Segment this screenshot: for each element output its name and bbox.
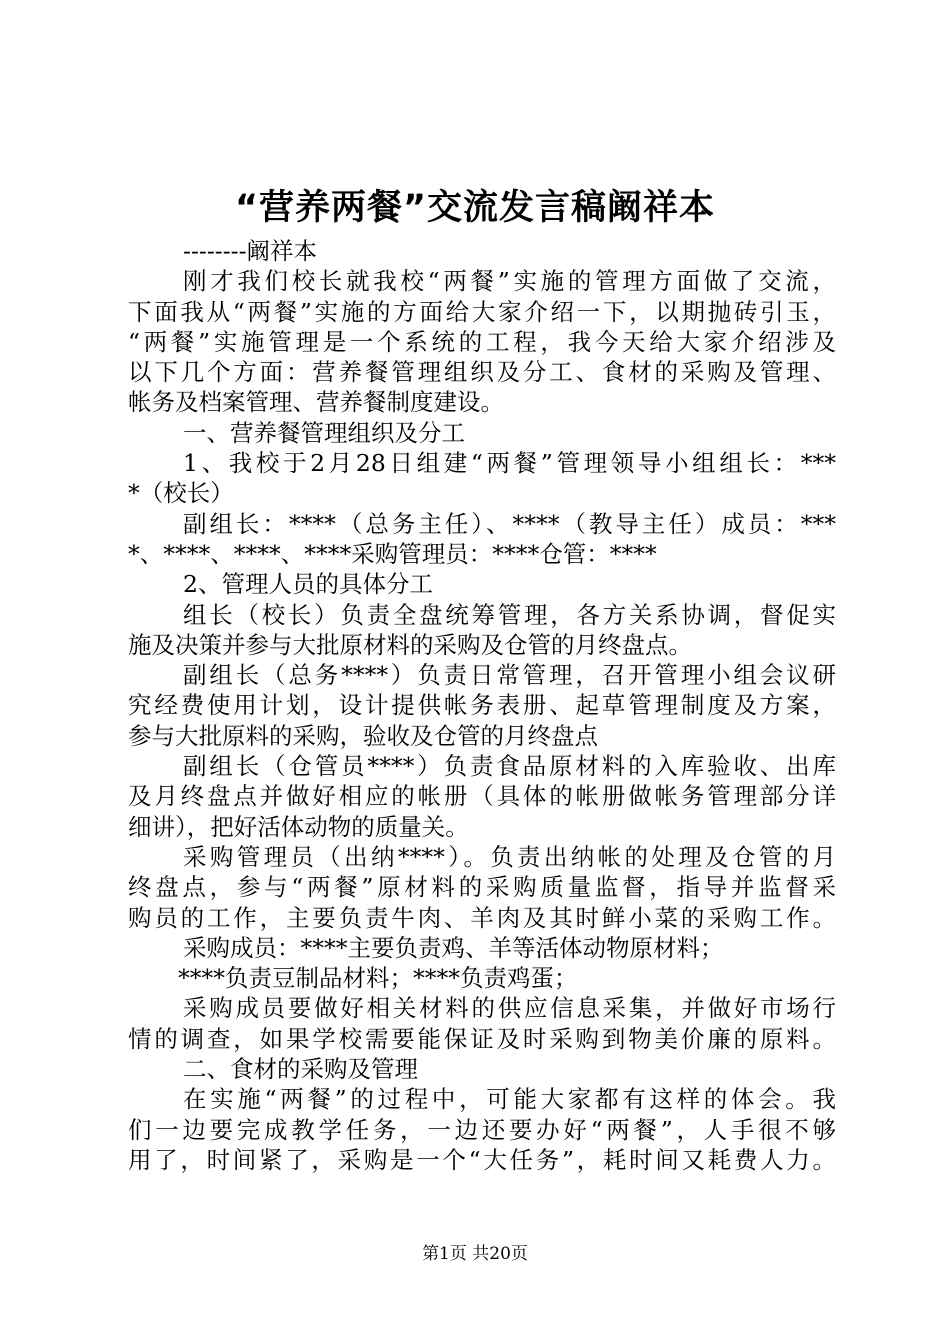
body-line: 副组长（仓管员****）负责食品原材料的入库验收、出库 — [183, 752, 836, 781]
subsection-heading: 2、管理人员的具体分工 — [183, 570, 433, 599]
byline: --------阚祥本 — [183, 237, 318, 265]
body-line: *（校长） — [128, 479, 234, 508]
body-line: 下面我从“两餐”实施的方面给大家介绍一下，以期抛砖引玉， — [128, 297, 836, 326]
body-line: 帐务及档案管理、营养餐制度建设。 — [128, 388, 504, 417]
body-line: 究经费使用计划，设计提供帐务表册、起草管理制度及方案， — [128, 691, 836, 720]
body-line: 以下几个方面：营养餐管理组织及分工、食材的采购及管理、 — [128, 358, 836, 387]
body-line: 采购成员：****主要负责鸡、羊等活体动物原材料； — [183, 933, 724, 962]
body-line: 购员的工作，主要负责牛肉、羊肉及其时鲜小菜的采购工作。 — [128, 903, 836, 932]
body-line: 副组长（总务****）负责日常管理，召开管理小组会议研 — [183, 661, 836, 690]
body-line: 施及决策并参与大批原材料的采购及仓管的月终盘点。 — [128, 630, 692, 659]
page-number-footer: 第1页 共20页 — [422, 1244, 528, 1264]
body-line: 终盘点，参与“两餐”原材料的采购质量监督，指导并监督采 — [128, 873, 836, 902]
body-line: *、****、****、****采购管理员：****仓管：**** — [128, 539, 657, 568]
body-line: 细讲），把好活体动物的质量关。 — [128, 812, 469, 841]
body-line: 采购成员要做好相关材料的供应信息采集，并做好市场行 — [183, 994, 836, 1023]
body-line: 刚才我们校长就我校“两餐”实施的管理方面做了交流， — [183, 267, 836, 296]
body-line: 组长（校长）负责全盘统筹管理，各方关系协调，督促实 — [183, 600, 836, 629]
body-line: 1、我校于2月28日组建“两餐”管理领导小组组长：*** — [183, 449, 836, 478]
body-line: 们一边要完成教学任务，一边还要办好“两餐”，人手很不够 — [128, 1115, 836, 1144]
body-line: 用了，时间紧了，采购是一个“大任务”，耗时间又耗费人力。 — [128, 1145, 836, 1174]
body-line: 副组长：****（总务主任）、****（教导主任）成员：*** — [183, 509, 836, 538]
document-title: “营养两餐”交流发言稿阚祥本 — [234, 188, 715, 228]
body-line: 采购管理员（出纳****）。负责出纳帐的处理及仓管的月 — [183, 842, 836, 871]
body-line: 在实施“两餐”的过程中，可能大家都有这样的体会。我 — [183, 1085, 836, 1114]
body-line: ****负责豆制品材料；****负责鸡蛋； — [178, 964, 578, 993]
document-body — [128, 236, 836, 1175]
section-heading: 一、营养餐管理组织及分工 — [183, 418, 465, 447]
body-line: 情的调查，如果学校需要能保证及时采购到物美价廉的原料。 — [128, 1024, 836, 1053]
body-line: 参与大批原料的采购，验收及仓管的月终盘点 — [128, 721, 598, 750]
body-line: 及月终盘点并做好相应的帐册（具体的帐册做帐务管理部分详 — [128, 782, 836, 811]
section-heading: 二、食材的采购及管理 — [183, 1055, 418, 1084]
body-line: “两餐”实施管理是一个系统的工程，我今天给大家介绍涉及 — [128, 327, 836, 356]
